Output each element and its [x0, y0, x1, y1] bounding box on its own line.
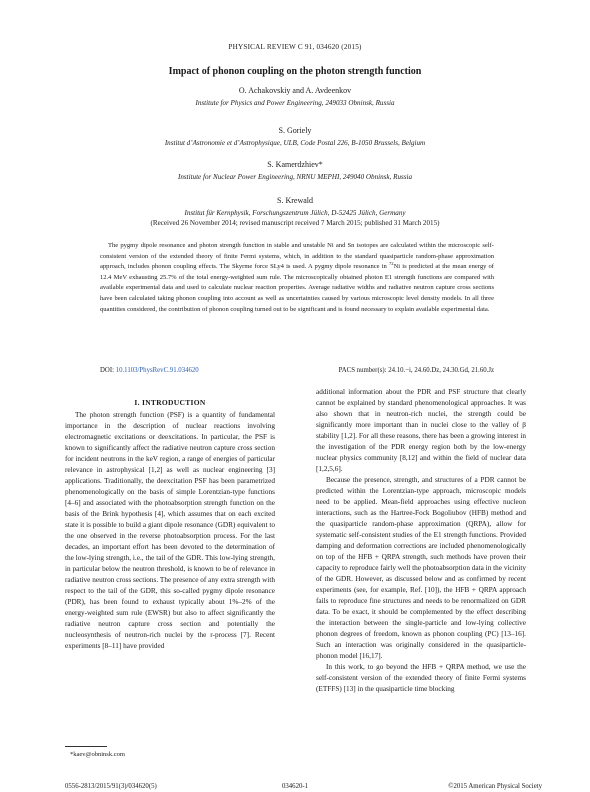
- running-head: PHYSICAL REVIEW C 91, 034620 (2015): [228, 43, 362, 51]
- paper-title: Impact of phonon coupling on the photon strength function: [168, 66, 422, 77]
- intro-paragraph-2: additional information about the PDR and PSF structure that clearly cannot be explained by standard phenomenological approaches. It was also shown that in neutron-rich nuclei, the strength could be significantly more important than in nuclei close to the valley of β stability [1,2]. For all these reasons, there has been a growing interest in the investigation of the PDR energy region both by the low-energy nuclear physics community [8,12] and within the field of nuclear data [1,2,5,6].: [316, 388, 526, 474]
- author-4: S. Krewald: [277, 196, 313, 205]
- author-2: S. Goriely: [278, 126, 312, 135]
- affiliation-1: Institute for Physics and Power Engineering, 249033 Obninsk, Russia: [195, 99, 395, 107]
- author-3: S. Kamerdzhiev*: [267, 160, 323, 169]
- abstract: [100, 241, 494, 315]
- doi-line: [100, 367, 494, 374]
- footer-copyright: ©2015 American Physical Society: [448, 783, 542, 790]
- abstract-part-1: The pygmy dipole resonance and photon strength function in stable and unstable Ni and Sn isotopes are calculated within the microscopic self-consistent version of the extended theory of finite Fermi systems, which, in addition to the standard quasiparticle random-phase approximation approach, includes phonon coupling effects. The Skyrme force SLy4 is used. A pygmy dipole resonance in: [100, 242, 494, 271]
- doi-label: DOI:: [100, 367, 116, 374]
- affiliation-4: Institut für Kernphysik, Forschungszentrum Jülich, D-52425 Jülich, Germany: [184, 209, 406, 217]
- author-1: O. Achakovskiy and A. Avdeenkov: [238, 86, 352, 95]
- publication-dates: (Received 26 November 2014; revised manuscript received 7 March 2015; published 31 March 2015): [150, 219, 440, 227]
- abstract-part-2: Ni is predicted at the mean energy of 12.4 MeV exhausting 25.7% of the total energy-weighted sum rule. The microscopically obtained photon E1 strength functions are compared with available experimental data and used to calculate nuclear reaction properties. Average radiative widths and radiative neutron capture cross sections have been calculated taking phonon coupling into account as well as uncertainties caused by various microscopic level density models. In all three quantities considered, the contribution of phonon coupling turned out to be significant and is found necessary to explain available experimental data.: [100, 263, 494, 313]
- affiliation-2: Institut d’Astronomie et d’Astrophysique, ULB, Code Postal 226, B-1050 Brussels, Belgium: [164, 139, 426, 147]
- doi-link[interactable]: 10.1103/PhysRevC.91.034620: [115, 367, 199, 374]
- intro-paragraph-3: Because the presence, strength, and structures of a PDR cannot be predicted within the Lorentzian-type approach, microscopic models need to be applied. Mean-field approaches using effective nucleon interactions, such as the Hartree-Fock Bogoliubov (HFB) method and the quasiparticle random-phase approximation (QRPA), allow for systematic self-consistent studies of the E1 strength functions. Provided damping and deformation corrections are included phenomenologically on top of the HFB + QRPA strength, such methods have proven their capacity to reproduce fairly well the photoabsorption data in the vicinity of the GDR. However, as discussed below and as confirmed by recent experiments (see, for example, Ref. [10]), the HFB + QRPA approach fails to reproduce fine structures and needs to be renormalized on GDR data. To be exact, it should be complemented by the effect describing the interaction between the single-particle and low-lying collective phonon degrees of freedom, known as phonon coupling (PC) [13–16]. Such an interaction was originally considered in the quasiparticle-phonon model [16,17].: [316, 476, 526, 661]
- footnote-email: *kaev@obninsk.com: [70, 751, 125, 758]
- intro-paragraph-4: In this work, to go beyond the HFB + QRPA method, we use the self-consistent version of the extended theory of finite Fermi systems (ETFFS) [13] in the quasiparticle time blocking: [316, 663, 526, 694]
- footnote-rule: [65, 746, 107, 747]
- left-column: [65, 410, 275, 652]
- affiliation-3: Institute for Nuclear Power Engineering, NRNU MEPHI, 249040 Obninsk, Russia: [177, 173, 413, 181]
- pacs-numbers: PACS number(s): 24.10.−i, 24.60.Dz, 24.30.Gd, 21.60.Jz: [338, 367, 494, 374]
- intro-paragraph-1: The photon strength function (PSF) is a quantity of fundamental importance in the description of nuclear reactions involving electromagnetic excitations or deexcitations. In particular, the PSF is known to significantly affect the radiative neutron capture cross section for incident neutrons in the keV region, a range of energies of particular relevance in astrophysical [1,2] as well as nuclear engineering [3] applications. Traditionally, the deexcitation PSF has been parametrized phenomenologically on the basis of simple Lorentzian-type functions [4–6] and associated with the photoabsorption strength function on the basis of the Brink hypothesis [4], which assumes that on each excited state it is possible to build a giant dipole resonance (GDR) equivalent to the one observed in the reverse photoabsorption process. For the last decades, an important effort has been devoted to the determination of the low-lying strength, i.e., the tail of the GDR. This low-lying strength, in particular below the neutron threshold, is known to be of relevance in radiative neutron cross sections. The presence of any extra strength with respect to the tail of the GDR, this so-called pygmy dipole resonance (PDR), has been found to exhaust typically about 1%–2% of the energy-weighted sum rule (EWSR) but also to affect significantly the radiative neutron capture cross section and potentially the nucleosynthesis of neutron-rich nuclei by the r-process [7]. Recent experiments [8–11] have provided: [65, 411, 275, 651]
- footer-page-number: 034620-1: [281, 783, 309, 790]
- footer-issn: 0556-2813/2015/91(3)/034620(5): [65, 783, 157, 790]
- section-heading: I. INTRODUCTION: [134, 398, 206, 407]
- right-column: [316, 387, 526, 695]
- isotope-superscript: 72: [388, 261, 394, 267]
